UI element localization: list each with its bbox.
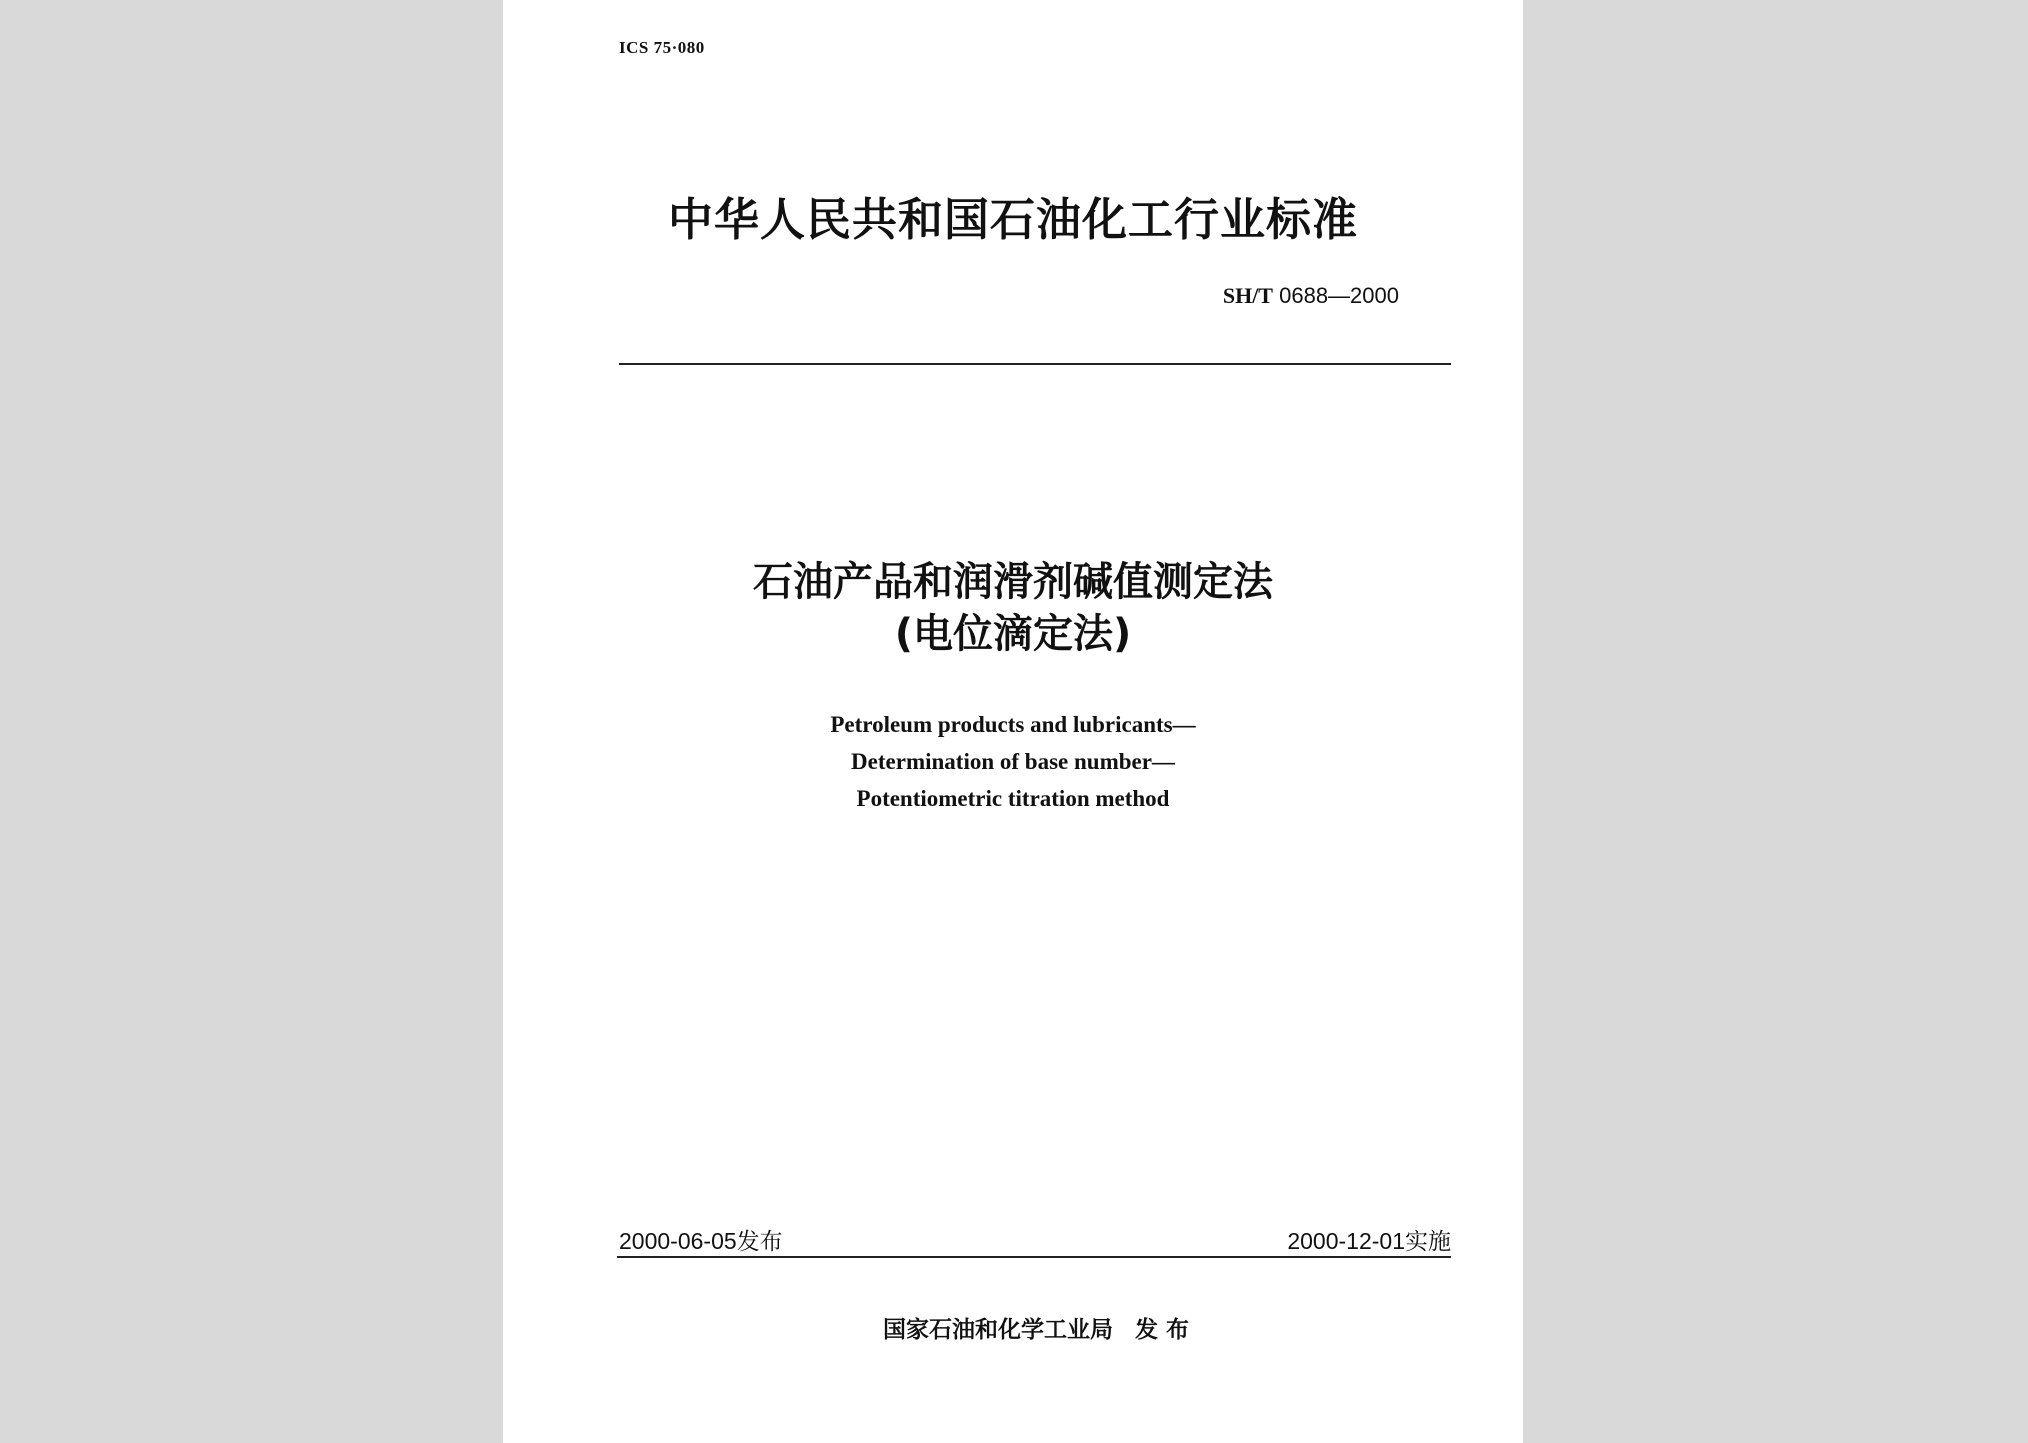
english-title-line-2: Determination of base number—: [851, 749, 1175, 774]
chinese-title-line-1: 石油产品和润滑剂碱值测定法: [753, 559, 1273, 605]
english-title: [503, 706, 1523, 817]
issue-date: 2000-06-05发布: [619, 1228, 783, 1254]
chinese-title-line-2: (电位滴定法): [894, 611, 1132, 657]
bottom-divider: [617, 1256, 1451, 1258]
chinese-title: [503, 556, 1523, 660]
english-title-line-3: Potentiometric titration method: [856, 786, 1170, 811]
standard-number: [1223, 283, 1399, 309]
ics-code: ICS 75·080: [619, 38, 705, 57]
english-title-line-1: Petroleum products and lubricants—: [830, 712, 1196, 737]
top-divider: [619, 363, 1451, 365]
publisher-line: [503, 1311, 1523, 1344]
publish-verb: 发布: [1135, 1317, 1197, 1343]
standard-code-number: 0688—2000: [1279, 283, 1399, 308]
standard-code-prefix: SH/T: [1222, 283, 1273, 308]
publisher-name: 国家石油和化学工业局: [883, 1317, 1113, 1343]
document-page: [503, 0, 1523, 1443]
standard-category-title: 中华人民共和国石油化工行业标准: [667, 193, 1358, 246]
implementation-date: 2000-12-01实施: [1287, 1228, 1451, 1254]
